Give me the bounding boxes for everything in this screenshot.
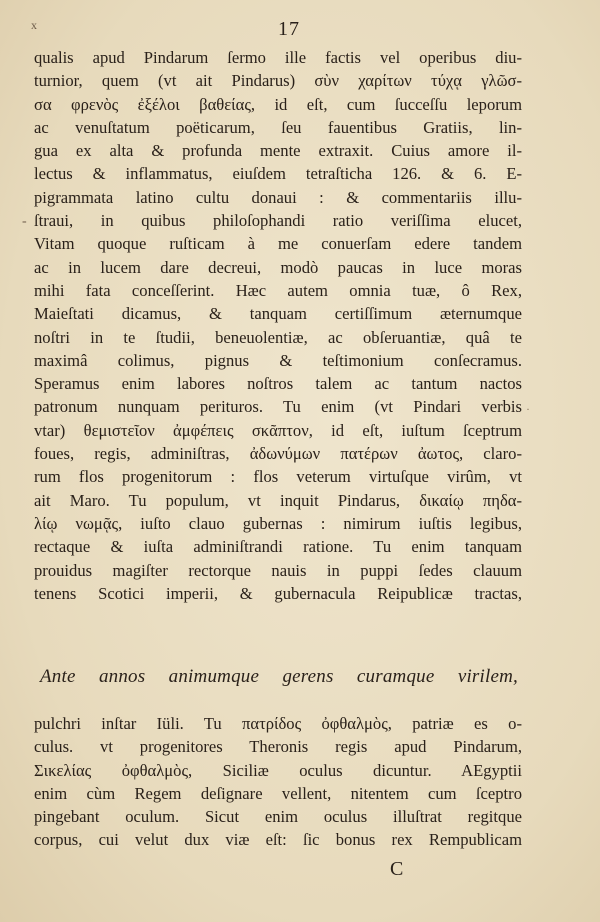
text-line: foues, regis, adminiſtras, ἀδωνύμων πατέρων ἀωτος, claro- (34, 444, 522, 464)
text-line: rum flos progenitorum : flos veterum virtuſque virûm, vt (34, 467, 522, 487)
page-number: 17 (278, 18, 300, 40)
text-line: noſtri in te ſtudii, beneuolentiæ, ac obſeruantiæ, quâ te (34, 327, 522, 347)
text-line: patronum nunquam perituros. Tu enim (vt Pindari verbis (34, 397, 522, 417)
text-line: pingebant oculum. Sicut enim oculus illuſtrat regitque (34, 807, 522, 827)
corner-mark: x (31, 18, 37, 32)
margin-mark: - (22, 214, 27, 229)
text-line: rectaque & iuſta adminiſtrandi ratione. Tu enim tanquam (34, 537, 522, 557)
text-line: culus. vt progenitores Theronis regis apud Pindarum, (34, 737, 522, 757)
text-line: tenens Scotici imperii, & gubernacula Reipublicæ tractas, (34, 583, 522, 603)
text-line: enim cùm Regem deſignare vellent, nitentem cum ſceptro (34, 783, 522, 803)
text-line: Maieſtati dicamus, & tanquam certiſſimum æternumque (34, 304, 522, 324)
body-text-top (34, 46, 522, 605)
text-line: maximâ colimus, pignus & teſtimonium conſecramus. (34, 350, 522, 370)
verse-quotation: Ante annos animumque gerens curamque virilem, (40, 666, 518, 687)
text-line: ſtraui, in quibus philoſophandi ratio veriſſima elucet, (34, 211, 522, 231)
signature-mark: C (390, 858, 405, 880)
text-line: mihi fata conceſſerint. Hæc autem omnia tuæ, ô Rex, (34, 280, 522, 300)
text-line: vtar) θεμιστεῖον ἀμφέπεις σκᾶπτον, id eſt, iuſtum ſceptrum (34, 420, 522, 440)
text-line: pigrammata latino cultu donaui : & commentariis illu- (34, 187, 522, 207)
right-margin-mark: · (526, 402, 530, 416)
text-line: qualis apud Pindarum ſermo ille factis vel operibus diu- (34, 48, 522, 67)
text-line: turnior, quem (vt ait Pindarus) σὺν χαρίτων τύχᾳ γλῶσ- (34, 71, 522, 91)
text-line: gua ex alta & profunda mente extraxit. Cuius amore il- (34, 141, 522, 161)
text-line: ac venuſtatum poëticarum, ſeu fauentibus Gratiis, lin- (34, 117, 522, 137)
text-line: λίῳ νωμᾷς, iuſto clauo gubernas : nimirum iuſtis legibus, (34, 513, 522, 533)
text-line: prouidus magiſter rectorque nauis in puppi ſedes clauum (34, 560, 522, 580)
body-text-bottom (34, 712, 522, 852)
text-line: pulchri inſtar Iüli. Tu πατρίδος ὀφθαλμὸς, patriæ es o- (34, 714, 522, 733)
text-line: ait Maro. Tu populum, vt inquit Pindarus, δικαίῳ πηδα- (34, 490, 522, 510)
text-line: Σικελίας ὀφθαλμὸς, Siciliæ oculus dicuntur. AEgyptii (34, 760, 522, 780)
text-line: Speramus enim labores noſtros talem ac tantum nactos (34, 374, 522, 394)
text-line: lectus & inflammatus, eiuſdem tetraſticha 126. & 6. E- (34, 164, 522, 184)
text-line: corpus, cui velut dux viæ eſt: ſic bonus rex Rempublicam (34, 830, 522, 850)
text-line: Vitam quoque ruſticam à me conuerſam edere tandem (34, 234, 522, 254)
text-line: ac in lucem dare decreui, modò paucas in luce moras (34, 257, 522, 277)
text-line: σα φρενὸς ἐξέλοι βαθείας, id eſt, cum ſucceſſu leporum (34, 94, 522, 114)
